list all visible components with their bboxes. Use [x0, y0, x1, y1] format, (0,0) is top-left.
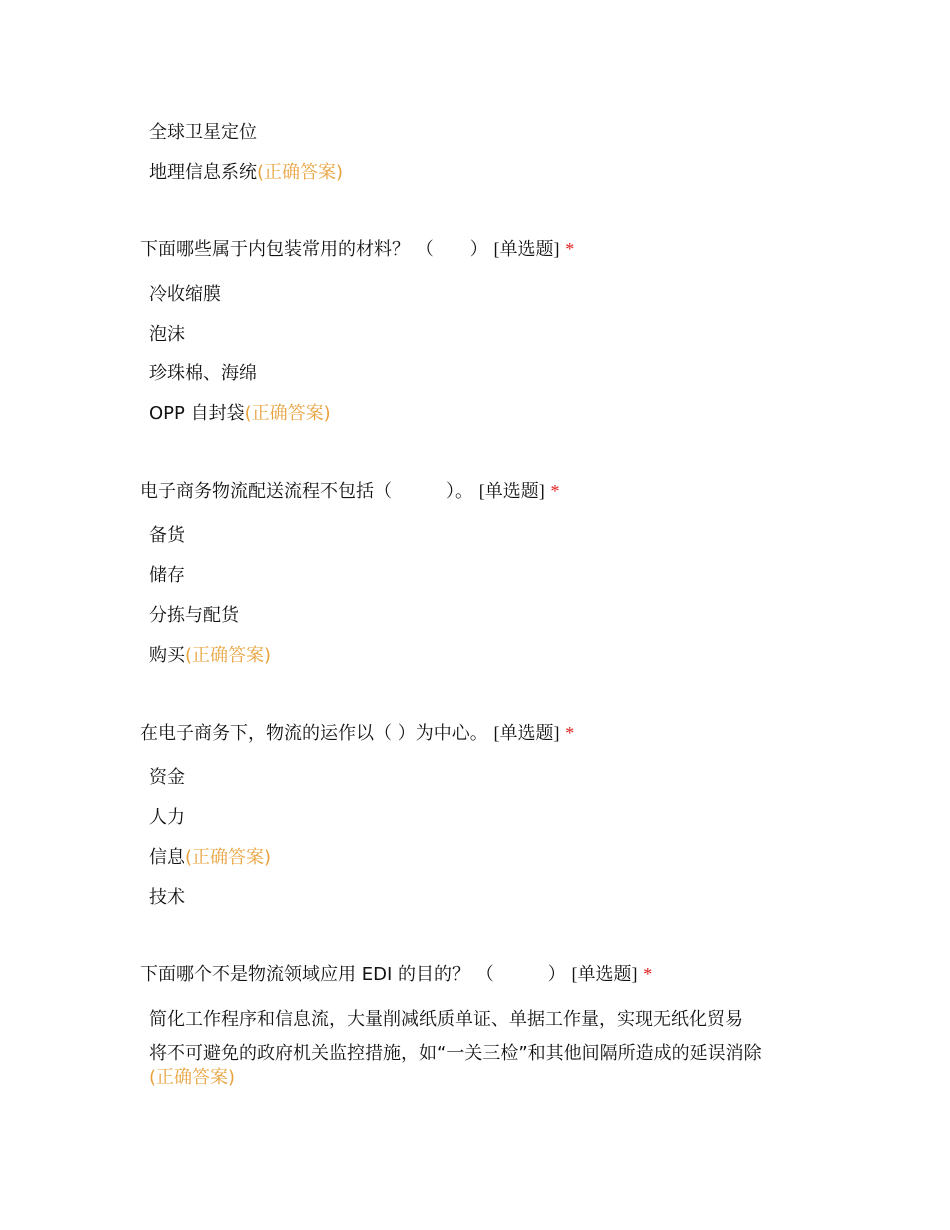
correct-answer-marker: (正确答案)	[185, 847, 272, 868]
question-type-tag: [单选题]	[493, 239, 560, 259]
question-title	[140, 479, 559, 504]
option-text: 人力	[149, 807, 185, 828]
option-text: 备货	[149, 525, 185, 546]
question-title	[140, 962, 652, 987]
option-item-correct	[149, 846, 271, 870]
option-text: 泡沫	[149, 324, 185, 345]
question-type-tag: [单选题]	[478, 481, 545, 501]
option-text: 分拣与配货	[149, 605, 239, 626]
required-marker: *	[565, 723, 575, 743]
correct-answer-marker: (正确答案)	[185, 645, 272, 666]
option-item-correct	[149, 644, 271, 668]
option-item	[149, 766, 185, 790]
required-marker: *	[565, 239, 575, 259]
required-marker: *	[550, 481, 560, 501]
option-item	[149, 323, 185, 347]
option-text: 珍珠棉、海绵	[149, 363, 257, 384]
option-item	[149, 362, 257, 386]
option-text: 全球卫星定位	[149, 122, 257, 143]
question-text: 在电子商务下，物流的运作以（ ）为中心。	[140, 723, 488, 744]
option-item-correct	[149, 402, 331, 426]
question-text: 下面哪个不是物流领域应用 EDI 的目的？ （ ）	[140, 964, 566, 985]
option-text: 信息	[149, 847, 185, 868]
option-text: 冷收缩膜	[149, 284, 221, 305]
option-item	[149, 524, 185, 548]
option-item	[149, 604, 239, 628]
option-text: 简化工作程序和信息流，大量削减纸质单证、单据工作量，实现无纸化贸易	[149, 1009, 743, 1030]
question-type-tag: [单选题]	[493, 723, 560, 743]
option-text: 储存	[149, 565, 185, 586]
question-title	[140, 237, 574, 262]
required-marker: *	[643, 964, 653, 984]
option-item	[149, 283, 221, 307]
option-item-correct	[149, 1042, 809, 1090]
option-text: 资金	[149, 767, 185, 788]
option-text: 将不可避免的政府机关监控措施，如“一关三检”和其他间隔所造成的延误消除	[149, 1043, 762, 1064]
option-item	[149, 564, 185, 588]
correct-answer-marker: (正确答案)	[257, 162, 344, 183]
option-item	[149, 806, 185, 830]
correct-answer-marker: (正确答案)	[244, 403, 331, 424]
option-item	[149, 121, 257, 145]
question-text: 下面哪些属于内包装常用的材料？ （ ）	[140, 239, 488, 260]
option-text: 购买	[149, 645, 185, 666]
question-title	[140, 721, 574, 746]
question-text: 电子商务物流配送流程不包括（ ）。	[140, 481, 473, 502]
option-item	[149, 886, 185, 910]
option-item	[149, 1008, 743, 1032]
correct-answer-marker: (正确答案)	[149, 1067, 236, 1088]
option-text: 地理信息系统	[149, 162, 257, 183]
option-text: OPP 自封袋	[149, 403, 245, 424]
option-text: 技术	[149, 887, 185, 908]
option-item-correct	[149, 161, 343, 185]
question-type-tag: [单选题]	[571, 964, 638, 984]
